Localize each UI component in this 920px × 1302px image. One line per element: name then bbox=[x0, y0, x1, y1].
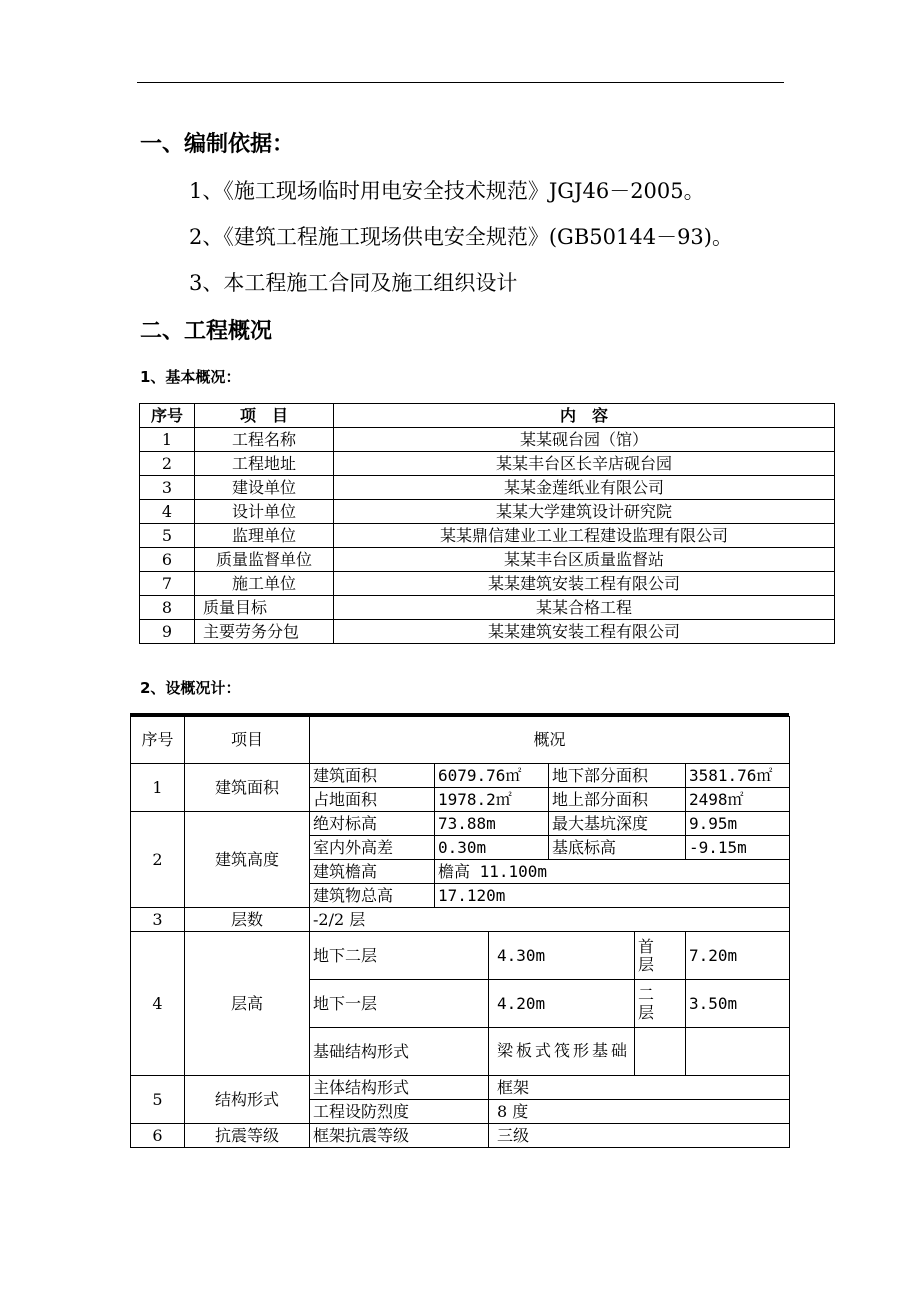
row-seq: 4 bbox=[131, 932, 185, 1076]
row-content: 某某丰台区质量监督站 bbox=[334, 548, 835, 572]
design-overview-table bbox=[130, 716, 790, 1148]
cell-label: 主体结构形式 bbox=[310, 1076, 489, 1100]
row-content: 某某建筑安装工程有限公司 bbox=[334, 620, 835, 644]
row-seq: 6 bbox=[140, 548, 195, 572]
row-content: 某某建筑安装工程有限公司 bbox=[334, 572, 835, 596]
row-item: 主要劳务分包 bbox=[195, 620, 334, 644]
header-item: 项 目 bbox=[195, 404, 334, 428]
header-rule bbox=[137, 82, 784, 83]
cell-label: 建筑檐高 bbox=[310, 860, 435, 884]
row-item: 工程地址 bbox=[195, 452, 334, 476]
section-basis-title: 一、编制依据： bbox=[140, 132, 295, 157]
table-row bbox=[140, 428, 835, 452]
cell-value: 檐高 11.100m bbox=[435, 860, 790, 884]
row-item: 建设单位 bbox=[195, 476, 334, 500]
row-seq: 8 bbox=[140, 596, 195, 620]
cell-value: 1978.2㎡ bbox=[435, 788, 549, 812]
table-row bbox=[140, 620, 835, 644]
row-item: 施工单位 bbox=[195, 572, 334, 596]
row-seq: 7 bbox=[140, 572, 195, 596]
table-row bbox=[140, 500, 835, 524]
cell-value: 2498㎡ bbox=[686, 788, 790, 812]
row-content: 某某丰台区长辛店砚台园 bbox=[334, 452, 835, 476]
cell-label: 建筑物总高 bbox=[310, 884, 435, 908]
row-seq: 5 bbox=[131, 1076, 185, 1124]
basis-item-1: 1、《施工现场临时用电安全技术规范》JGJ46－2005。 bbox=[189, 179, 705, 203]
row-seq: 2 bbox=[140, 452, 195, 476]
row-seq: 3 bbox=[131, 908, 185, 932]
cell-label: 框架抗震等级 bbox=[310, 1124, 489, 1148]
table-row bbox=[131, 812, 790, 836]
cell-label: 地下一层 bbox=[310, 980, 489, 1028]
cell-label: 二层 bbox=[635, 980, 686, 1028]
cell-label: 地下二层 bbox=[310, 932, 489, 980]
table-row bbox=[140, 476, 835, 500]
cell-value: 17.120m bbox=[435, 884, 790, 908]
row-item: 结构形式 bbox=[185, 1076, 310, 1124]
row-item: 层数 bbox=[185, 908, 310, 932]
cell-label: 首层 bbox=[635, 932, 686, 980]
section-overview-title: 二、工程概况 bbox=[140, 319, 273, 344]
table-row bbox=[131, 908, 790, 932]
header-seq: 序号 bbox=[140, 404, 195, 428]
cell-label: 室内外高差 bbox=[310, 836, 435, 860]
cell-value: 框架 bbox=[489, 1076, 790, 1100]
row-content: 某某砚台园（馆） bbox=[334, 428, 835, 452]
row-seq: 3 bbox=[140, 476, 195, 500]
cell-value: -2/2 层 bbox=[310, 908, 790, 932]
table-row bbox=[140, 452, 835, 476]
row-item: 质量目标 bbox=[195, 596, 334, 620]
row-item: 建筑面积 bbox=[185, 764, 310, 812]
header-item: 项目 bbox=[185, 717, 310, 764]
row-item: 质量监督单位 bbox=[195, 548, 334, 572]
table-row bbox=[140, 548, 835, 572]
row-seq: 9 bbox=[140, 620, 195, 644]
cell-empty bbox=[686, 1028, 790, 1076]
cell-value: 4.30m bbox=[489, 932, 635, 980]
cell-label: 最大基坑深度 bbox=[549, 812, 686, 836]
cell-value: 0.30m bbox=[435, 836, 549, 860]
row-content: 某某鼎信建业工业工程建设监理有限公司 bbox=[334, 524, 835, 548]
cell-empty bbox=[635, 1028, 686, 1076]
cell-label: 地下部分面积 bbox=[549, 764, 686, 788]
basis-item-2: 2、《建筑工程施工现场供电安全规范》(GB50144－93)。 bbox=[189, 225, 733, 249]
cell-value: 8 度 bbox=[489, 1100, 790, 1124]
cell-label: 基底标高 bbox=[549, 836, 686, 860]
table-row bbox=[140, 524, 835, 548]
cell-label: 占地面积 bbox=[310, 788, 435, 812]
cell-label: 基础结构形式 bbox=[310, 1028, 489, 1076]
row-seq: 5 bbox=[140, 524, 195, 548]
basic-overview-heading: 1、基本概况： bbox=[140, 368, 241, 386]
row-seq: 4 bbox=[140, 500, 195, 524]
row-item: 监理单位 bbox=[195, 524, 334, 548]
cell-value: 6079.76㎡ bbox=[435, 764, 549, 788]
row-seq: 1 bbox=[140, 428, 195, 452]
header-content: 内 容 bbox=[334, 404, 835, 428]
cell-label: 工程设防烈度 bbox=[310, 1100, 489, 1124]
cell-label: 绝对标高 bbox=[310, 812, 435, 836]
row-content: 某某金莲纸业有限公司 bbox=[334, 476, 835, 500]
cell-value: 73.88m bbox=[435, 812, 549, 836]
row-item: 设计单位 bbox=[195, 500, 334, 524]
row-seq: 1 bbox=[131, 764, 185, 812]
design-overview-heading: 2、设概况计： bbox=[140, 679, 241, 697]
cell-value: 梁板式筏形基础 bbox=[489, 1028, 635, 1076]
table-row bbox=[131, 764, 790, 788]
header-overview: 概况 bbox=[310, 717, 790, 764]
cell-value: -9.15m bbox=[686, 836, 790, 860]
header-seq: 序号 bbox=[131, 717, 185, 764]
table-row bbox=[140, 596, 835, 620]
table-header-row bbox=[131, 717, 790, 764]
table-row bbox=[131, 932, 790, 980]
cell-value: 9.95m bbox=[686, 812, 790, 836]
row-seq: 6 bbox=[131, 1124, 185, 1148]
table-row bbox=[140, 572, 835, 596]
row-item: 建筑高度 bbox=[185, 812, 310, 908]
cell-value: 3.50m bbox=[686, 980, 790, 1028]
table-row bbox=[131, 1076, 790, 1100]
row-item: 抗震等级 bbox=[185, 1124, 310, 1148]
table-header-row bbox=[140, 404, 835, 428]
cell-value: 三级 bbox=[489, 1124, 790, 1148]
row-item: 工程名称 bbox=[195, 428, 334, 452]
basis-item-3: 3、本工程施工合同及施工组织设计 bbox=[189, 271, 518, 295]
basic-overview-table bbox=[139, 403, 835, 644]
row-seq: 2 bbox=[131, 812, 185, 908]
cell-label: 地上部分面积 bbox=[549, 788, 686, 812]
cell-value: 4.20m bbox=[489, 980, 635, 1028]
cell-value: 7.20m bbox=[686, 932, 790, 980]
cell-label: 建筑面积 bbox=[310, 764, 435, 788]
table-row bbox=[131, 1124, 790, 1148]
cell-value: 3581.76㎡ bbox=[686, 764, 790, 788]
row-item: 层高 bbox=[185, 932, 310, 1076]
row-content: 某某大学建筑设计研究院 bbox=[334, 500, 835, 524]
row-content: 某某合格工程 bbox=[334, 596, 835, 620]
